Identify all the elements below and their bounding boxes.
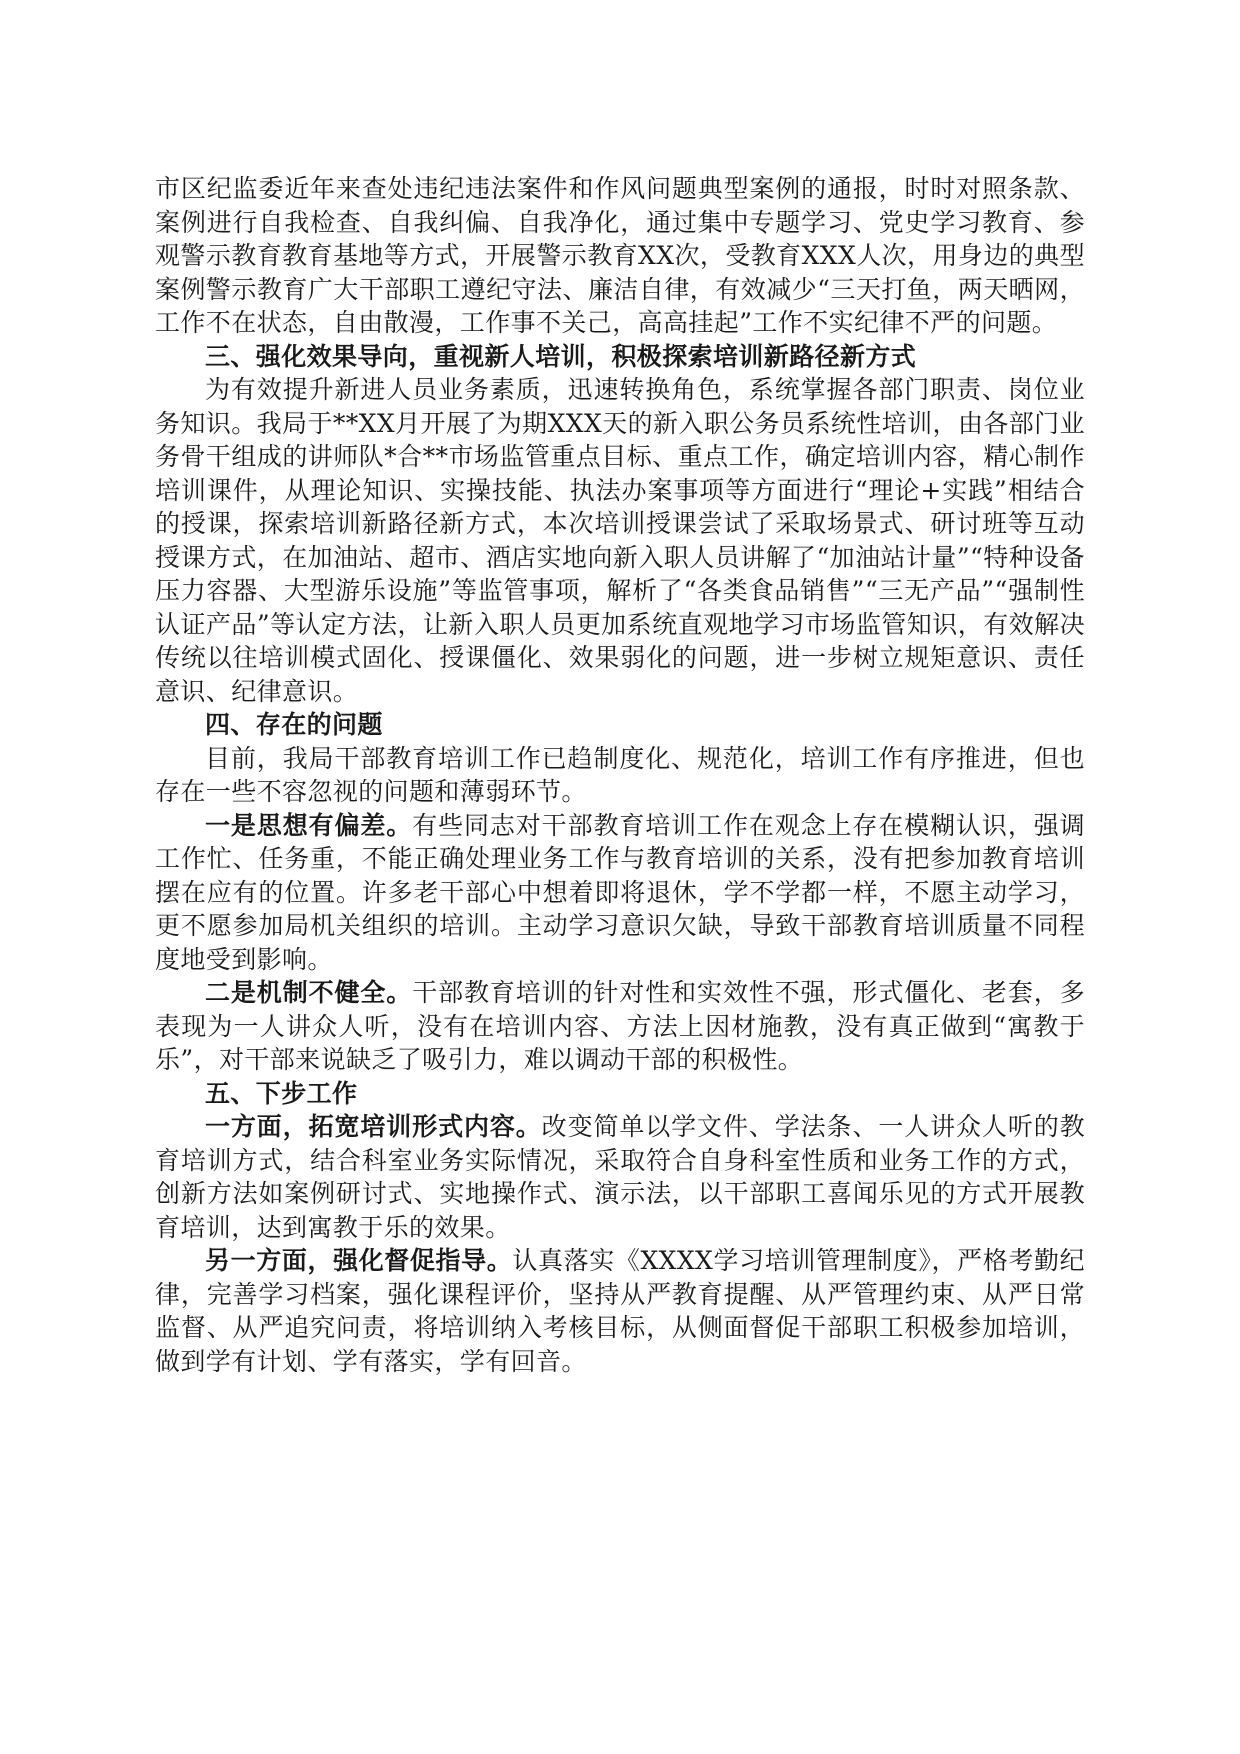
section-5-point-2-body: 认真落实《XXXX学习培训管理制度》，严格考勤纪律，完善学习档案，强化课程评价，坚持从严教育提醒、从严管理约束、从严日常监督、从严追究问责，将培训纳入考核目标，从侧面督促干部职工积极参加培训，做到学有计划、学有落实，学有回音。 [155,1246,1085,1376]
section-4-point-1-body: 有些同志对干部教育培训工作在观念上存在模糊认识，强调工作忙、任务重，不能正确处理业务工作与教育培训的关系，没有把参加教育培训摆在应有的位置。许多老干部心中想着即将退休，学不学都一样，不愿主动学习，更不愿参加局机关组织的培训。主动学习意识欠缺，导致干部教育培训质量不同程度地受到影响。 [155,810,1086,974]
paragraph-1: 市区纪监委近年来查处违纪违法案件和作风问题典型案例的通报，时时对照条款、案例进行自我检查、自我纠偏、自我净化，通过集中专题学习、党史学习教育、参观警示教育教育基地等方式，开展警示教育XX次，受教育XXX人次，用身边的典型案例警示教育广大干部职工遵纪守法、廉洁自律，有效减少“三天打鱼，两天晒网，工作不在状态，自由散漫，工作事不关己，高高挂起”工作不实纪律不严的问题。 [155,174,1085,337]
section-5-point-2-lead: 另一方面，强化督促指导。 [205,1246,513,1275]
section-4-intro: 目前，我局干部教育培训工作已趋制度化、规范化，培训工作有序推进，但也存在一些不容忽视的问题和薄弱环节。 [155,743,1085,806]
section-4-heading: 四、存在的问题 [205,710,383,739]
section-4-point-2 [155,976,1085,1077]
section-3-body: 为有效提升新进人员业务素质，迅速转换角色，系统掌握各部门职责、岗位业务知识。我局于**XX月开展了为期XXX天的新入职公务员系统性培训，由各部门业务骨干组成的讲师队*合**市场监管重点目标、重点工作，确定培训内容，精心制作培训课件，从理论知识、实操技能、执法办案事项等方面进行“理论+实践”相结合的授课，探索培训新路径新方式，本次培训授课尝试了采取场景式、研讨班等互动授课方式，在加油站、超市、酒店实地向新入职人员讲解了“加油站计量”“特种设备压力容器、大型游乐设施”等监管事项，解析了“各类食品销售”“三无产品”“强制性认证产品”等认定方法，让新入职人员更加系统直观地学习市场监管知识，有效解决传统以往培训模式固化、授课僵化、效果弱化的问题，进一步树立规矩意识、责任意识、纪律意识。 [155,375,1085,706]
section-5-point-2 [155,1244,1085,1378]
section-4-point-2-lead: 二是机制不健全。 [205,978,413,1007]
document-page [155,172,1085,1378]
section-3-heading: 三、强化效果导向，重视新人培训，积极探索培训新路径新方式 [205,341,917,371]
section-5-heading: 五、下步工作 [205,1078,358,1108]
section-4-point-2-body: 干部教育培训的针对性和实效性不强，形式僵化、老套，多表现为一人讲众人听，没有在培训内容、方法上因材施教，没有真正做到“寓教于乐”，对干部来说缺乏了吸引力，难以调动干部的积极性。 [155,978,1086,1074]
section-4-point-1 [155,809,1085,977]
section-4-point-1-lead: 一是思想有偏差。 [205,810,413,840]
section-5-point-1-lead: 一方面，拓宽培训形式内容。 [205,1112,542,1141]
section-5-point-1 [155,1110,1085,1244]
section-5-point-1-body: 改变简单以学文件、学法条、一人讲众人听的教育培训方式，结合科室业务实际情况，采取符合自身科室性质和业务工作的方式，创新方法如案例研讨式、实地操作式、演示法，以干部职工喜闻乐见的方式开展教育培训，达到寓教于乐的效果。 [155,1112,1086,1242]
